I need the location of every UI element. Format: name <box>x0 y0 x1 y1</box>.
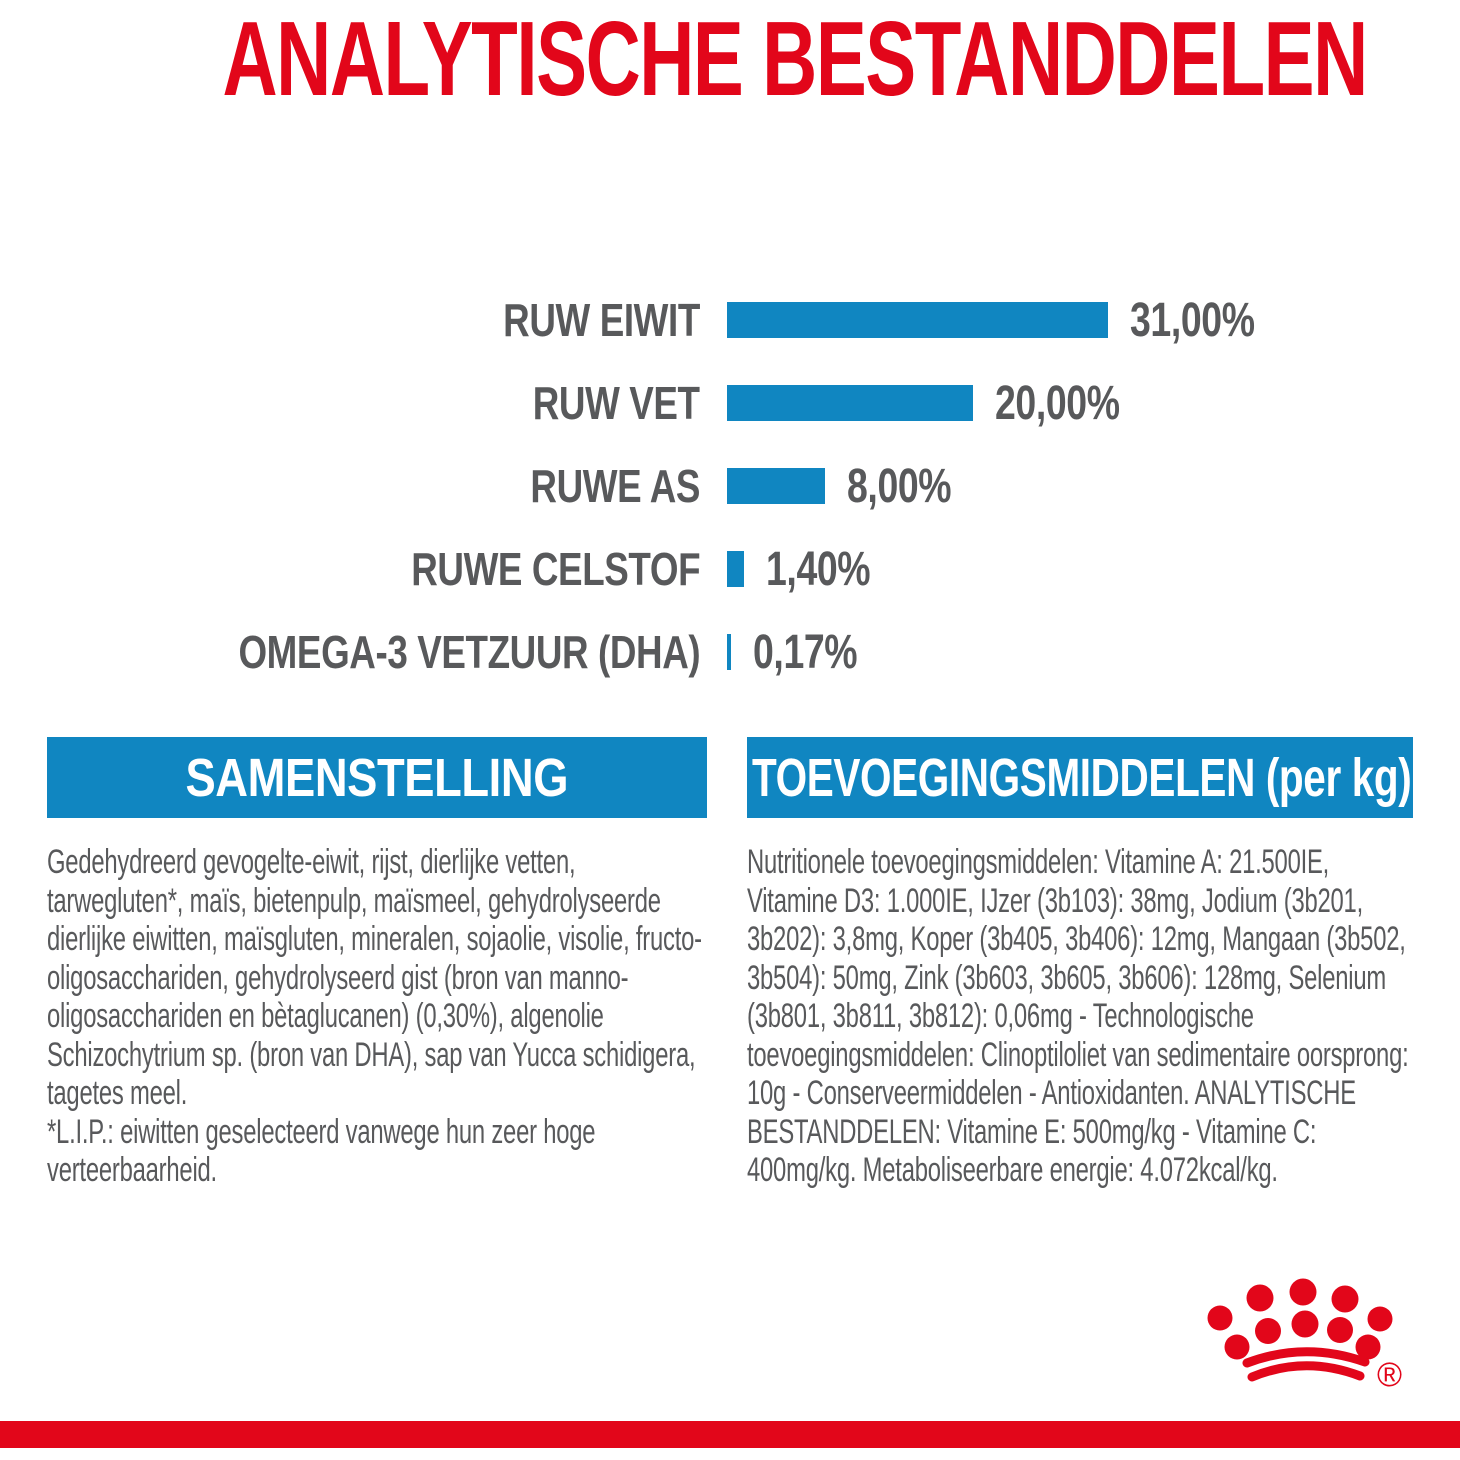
chart-row <box>0 459 1460 513</box>
chart-value-label: 31,00% <box>1130 293 1255 347</box>
chart-value-label: 8,00% <box>847 459 952 513</box>
additives-section <box>747 737 1413 1190</box>
registered-trademark-icon: ® <box>1377 1356 1403 1394</box>
chart-category-label: OMEGA-3 VETZUUR (DHA) <box>238 626 700 678</box>
composition-footnote: *L.I.P.: eiwitten geselecteerd vanwege hun zeer hoge verteerbaarheid. <box>47 1112 596 1189</box>
additives-header: TOEVOEGINGSMIDDELEN (per kg) <box>752 747 1412 808</box>
chart-row <box>0 293 1460 347</box>
chart-value-label: 0,17% <box>752 625 857 679</box>
chart-value-label: 20,00% <box>994 376 1120 430</box>
chart-bar <box>727 468 825 504</box>
page-title-wrap <box>0 0 1460 118</box>
crown-dots <box>1208 1279 1393 1360</box>
chart-value-label: 1,40% <box>766 542 871 596</box>
chart-row <box>0 376 1460 430</box>
chart-category-label: RUW VET <box>533 377 700 429</box>
chart-row <box>0 542 1460 596</box>
chart-bar <box>727 302 1108 338</box>
chart-category-label: RUWE CELSTOF <box>411 543 700 595</box>
chart-category-label: RUW EIWIT <box>503 294 700 346</box>
page-title: ANALYTISCHE BESTANDDELEN <box>222 0 1367 118</box>
composition-section <box>47 737 707 1190</box>
additives-body: Nutritionele toevoegingsmiddelen: Vitamine A: 21.500IE, Vitamine D3: 1.000IE, IJzer (3b103): 38mg, Jodium (3b201, 3b202): 3,8mg, Koper (3b405, 3b406): 12mg, Mangaan (3b502, 3b504): 50mg, Zink (3b603, 3b605, 3b606): 128mg, Selenium (3b801, 3b811, 3b812): 0,06mg - Technologische toevoegingsmiddelen: Clinoptiloliet van sedimentaire oorsprong: 10g - Conserveermiddelen - Antioxidanten. ANALYTISCHE BESTANDDELEN: Vitamine E: 500mg/kg - Vitamine C: 400mg/kg. Metaboliseerbare energie: 4.072kcal/kg. <box>747 843 1409 1189</box>
chart-bar <box>727 385 973 421</box>
composition-header-banner <box>47 737 707 818</box>
chart-bar <box>727 634 731 670</box>
bottom-red-stripe <box>0 1421 1460 1448</box>
royal-canin-crown-logo <box>1193 1262 1418 1397</box>
additives-header-banner <box>747 737 1413 818</box>
composition-header: SAMENSTELLING <box>185 747 569 808</box>
chart-category-label: RUWE AS <box>530 460 700 512</box>
composition-body: Gedehydreerd gevogelte-eiwit, rijst, dierlijke vetten, tarwegluten*, maïs, bietenpulp, maïsmeel, gehydrolyseerde dierlijke eiwitten, maïsgluten, mineralen, sojaolie, visolie, fructo-oligosacchariden, gehydrolyseerd gist (bron van manno-oligosacchariden en bètaglucanen) (0,30%), algenolie Schizochytrium sp. (bron van DHA), sap van Yucca schidigera, tagetes meel. <box>47 843 702 1112</box>
chart-row <box>0 625 1460 679</box>
chart-bar <box>727 551 744 587</box>
crown-base-arcs <box>1247 1352 1365 1377</box>
analytical-constituents-chart <box>0 293 1460 713</box>
